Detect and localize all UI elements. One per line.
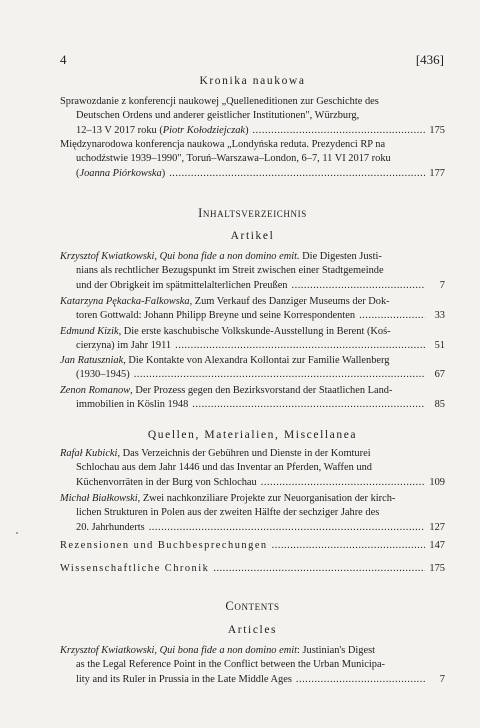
dot-leader (359, 309, 425, 323)
dot-leader (261, 476, 425, 490)
entry-text: as the Legal Reference Point in the Conflict between the Urban Municipa- (76, 659, 386, 671)
entry-author: Piotr Kołodziejczak (162, 124, 246, 136)
entry-author: Edmund Kizik (60, 326, 119, 337)
entry-text: und der Obrigkeit im spätmittelalterlichen Preußen (76, 279, 288, 291)
dot-leader (292, 279, 425, 293)
dot-leader (169, 167, 425, 181)
toc-entry-chronik (60, 562, 445, 576)
entry-page: 33 (434, 310, 445, 322)
entry-page: 147 (429, 540, 445, 551)
entry-text: ) (245, 124, 249, 136)
entry-text: , Die erste kaschubische Volkskunde-Ausstellung in Berent (Koś- (118, 326, 391, 337)
entry-text: , Die Kontakte von Alexandra Kollontai zur Familie Wallenberg (123, 355, 390, 366)
entry-text: : Justinian's Digest (296, 645, 376, 656)
dot-leader (192, 398, 425, 412)
entry-author: Zenon Romanow (60, 385, 131, 396)
entry-text: lichen Strukturen in Polen aus der zweiten Hälfte der sechziger Jahre des (76, 507, 380, 519)
entry-page: 127 (429, 521, 445, 533)
entry-text: ( (76, 167, 80, 179)
toc-entry-articles-1 (60, 644, 445, 687)
entry-text: Międzynarodowa konferencja naukowa „Londyńska reduta. Prezydenci RP na (60, 139, 386, 150)
dot-leader (134, 368, 425, 382)
toc-entry-artikel-4 (60, 354, 445, 383)
entry-page: 67 (434, 369, 445, 381)
bracket-page-number: [436] (415, 52, 444, 67)
dot-leader (272, 539, 425, 553)
entry-page: 177 (429, 167, 445, 179)
entry-text: ) (161, 167, 166, 179)
entry-text: , Zwei nachkonziliare Projekte zur Neuorganisation der kirch- (137, 493, 396, 504)
dot-leader (149, 521, 425, 535)
toc-entry-quellen-2 (60, 492, 445, 535)
entry-page: 7 (439, 673, 445, 685)
entry-author: Michał Białkowski (60, 493, 138, 504)
entry-page: 7 (439, 279, 445, 291)
entry-text: toren Gottwald: Johann Philipp Breyne und seine Korrespondenten (76, 310, 356, 322)
toc-entry-artikel-3 (60, 325, 445, 354)
entry-text: uchodźstwie 1939–1990", Toruń–Warszawa–London, 6–7, 11 VI 2017 roku (76, 153, 391, 165)
entry-text: Sprawozdanie z konferencji naukowej „Quelleneditionen zur Geschichte des (60, 96, 379, 107)
entry-page: 51 (434, 340, 445, 352)
entry-page: 109 (429, 476, 445, 488)
toc-entry-artikel-1 (60, 250, 445, 293)
entry-author: Rafał Kubicki (60, 448, 118, 459)
entry-author: Joanna Piórkowska (79, 167, 162, 179)
entry-text: , Der Prozess gegen den Bezirksvorstand der Staatlichen Land- (130, 385, 393, 396)
subheading-articles: Articles (227, 624, 278, 636)
dot-leader (175, 339, 425, 353)
entry-text: Deutschen Ordens und anderer geistlicher Institutionen", Würzburg, (76, 110, 360, 122)
subheading-artikel: Artikel (230, 230, 275, 242)
entry-author: Krzysztof Kwiatkowski, Qui bona fide a non domino emit. (60, 251, 300, 262)
section-heading-contents: Contents (225, 599, 280, 613)
entry-page: 85 (434, 399, 445, 411)
toc-entry-kronika-1 (60, 95, 445, 138)
dot-leader (253, 124, 425, 138)
entry-text: Küchenvorräten in der Burg von Schlochau (76, 476, 257, 488)
section-heading-kronika: Kronika naukowa (199, 75, 306, 87)
entry-author: Katarzyna Pękacka-Falkowska (60, 296, 190, 307)
entry-page: 175 (429, 563, 445, 574)
entry-text: Wissenschaftliche Chronik (60, 563, 210, 574)
entry-text: (1930–1945) (76, 369, 130, 381)
entry-text: Die Digesten Justi- (299, 251, 382, 262)
entry-page: 175 (429, 124, 445, 136)
subheading-quellen: Quellen, Materialien, Miscellanea (147, 429, 358, 441)
toc-entry-artikel-2 (60, 295, 445, 324)
entry-text: immobilien in Köslin 1948 (76, 399, 189, 411)
section-heading-inhalt: Inhaltsverzeichnis (198, 206, 307, 220)
entry-author: Jan Ratuszniak (60, 355, 124, 366)
entry-text: Schlochau aus dem Jahr 1446 und das Inventar an Pferden, Waffen und (76, 462, 372, 474)
dot-leader (213, 562, 425, 576)
page-number: 4 (60, 52, 67, 67)
paper-speck (16, 532, 18, 534)
toc-entry-kronika-2 (60, 138, 445, 181)
toc-entry-quellen-1 (60, 447, 445, 490)
entry-text: lity and its Ruler in Prussia in the Late Middle Ages (76, 673, 292, 685)
entry-text: nians als rechtlicher Bezugspunkt im Streit zwischen einer Stadtgemeinde (76, 265, 384, 277)
entry-text: 20. Jahrhunderts (76, 521, 145, 533)
entry-text: , Zum Verkauf des Danziger Museums der Dok- (189, 296, 390, 307)
entry-text: 12–13 V 2017 roku ( (76, 124, 163, 136)
entry-text: , Das Verzeichnis der Gebühren und Dienste in der Komturei (117, 448, 371, 459)
dot-leader (296, 673, 425, 687)
entry-text: cierzyna) im Jahr 1911 (76, 340, 172, 352)
toc-entry-rezensionen (60, 539, 445, 553)
toc-entry-artikel-5 (60, 384, 445, 413)
entry-text: Rezensionen und Buchbesprechungen (60, 540, 268, 551)
entry-author: Krzysztof Kwiatkowski, Qui bona fide a non domino emit (60, 645, 297, 656)
